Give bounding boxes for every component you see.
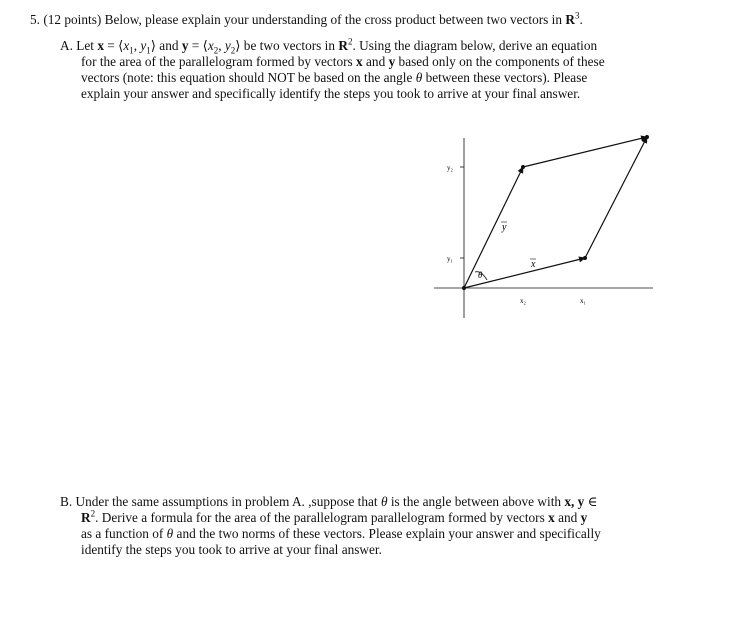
vector-y: y <box>181 38 189 53</box>
theta-label: θ <box>478 270 483 280</box>
question-points: (12 points) <box>43 12 102 27</box>
real-space-exponent: 3 <box>574 10 580 21</box>
vector-y-arrow <box>464 167 523 288</box>
y1-var: y <box>140 38 147 53</box>
text: as a function of <box>81 526 167 541</box>
part-a-line-3 <box>81 70 587 86</box>
real-space-exponent: 2 <box>347 36 353 47</box>
vector-x: x <box>548 510 555 525</box>
theta-symbol: θ <box>415 70 423 85</box>
intro-end: . <box>579 12 583 27</box>
top-side-arrow <box>523 137 647 167</box>
text: . Derive a formula for the area of the parallelogram parallelogram formed by vectors <box>95 510 549 525</box>
text: = ⟨ <box>103 38 124 53</box>
x-endpoint <box>583 256 587 260</box>
text: , <box>218 38 225 53</box>
x1-var: x <box>123 38 130 53</box>
text: ∈ <box>584 494 598 509</box>
far-vertex <box>645 135 649 139</box>
part-b-label: B. <box>60 494 73 509</box>
text: between these vectors). Please <box>422 70 588 85</box>
y2-sub: 2 <box>230 45 236 56</box>
theta-symbol: θ <box>166 526 174 541</box>
text: Under the same assumptions in problem A. ,suppose that <box>75 494 381 509</box>
text: , <box>133 38 141 53</box>
text: . Using the diagram below, derive an equation <box>352 38 598 53</box>
y2-label: y₂ <box>447 164 453 172</box>
part-b-line-4: identify the steps you took to arrive at your final answer. <box>81 542 382 557</box>
vector-x: x <box>356 54 363 69</box>
part-b-line-1 <box>60 494 598 510</box>
text: and <box>362 54 389 69</box>
real-space-exponent: 2 <box>90 508 96 519</box>
parallelogram-diagram <box>425 130 665 325</box>
text: Let <box>76 38 98 53</box>
x2-var: x <box>207 38 214 53</box>
x2-sub: 2 <box>213 45 219 56</box>
x2-label: x₂ <box>520 297 526 305</box>
part-a-line-1 <box>60 38 597 54</box>
real-space-symbol: R <box>565 12 575 27</box>
vector-y-label: y <box>502 222 507 233</box>
part-b-line-3 <box>81 526 601 542</box>
question-header <box>30 12 583 28</box>
part-a-label: A. <box>60 38 73 53</box>
vector-x-label: x <box>531 259 536 270</box>
text: ⟩ be two vectors in <box>235 38 339 53</box>
right-side-arrow <box>585 137 647 258</box>
text: ⟩ and <box>150 38 182 53</box>
part-a-line-2 <box>81 54 605 70</box>
question-number: 5. <box>30 12 40 27</box>
text: based only on the components of these <box>395 54 605 69</box>
y1-sub: 1 <box>146 45 151 56</box>
part-a-line-4: explain your answer and specifically identify the steps you took to arrive at your final answer. <box>81 86 581 101</box>
y2-var: y <box>224 38 231 53</box>
vectors-xy: x, y <box>564 494 585 509</box>
text: and the two norms of these vectors. Please explain your answer and specifically <box>173 526 601 541</box>
real-space-symbol: R <box>338 38 348 53</box>
part-b-line-2 <box>81 510 587 526</box>
vector-y: y <box>580 510 588 525</box>
x1-sub: 1 <box>129 45 134 56</box>
real-space-symbol: R <box>81 510 91 525</box>
y-endpoint <box>521 165 525 169</box>
text: for the area of the parallelogram formed by vectors <box>81 54 357 69</box>
text: = ⟨ <box>188 38 208 53</box>
y1-label: y₁ <box>447 255 453 263</box>
vector-x: x <box>97 38 104 53</box>
text: is the angle between above with <box>387 494 565 509</box>
text: and <box>554 510 581 525</box>
x1-label: x₁ <box>580 297 586 305</box>
origin-point <box>462 286 466 290</box>
vector-y: y <box>388 54 396 69</box>
question-intro: Below, please explain your understanding of the cross product between two vectors in <box>104 12 566 27</box>
text: vectors (note: this equation should NOT be based on the angle <box>81 70 416 85</box>
theta-symbol: θ <box>380 494 388 509</box>
